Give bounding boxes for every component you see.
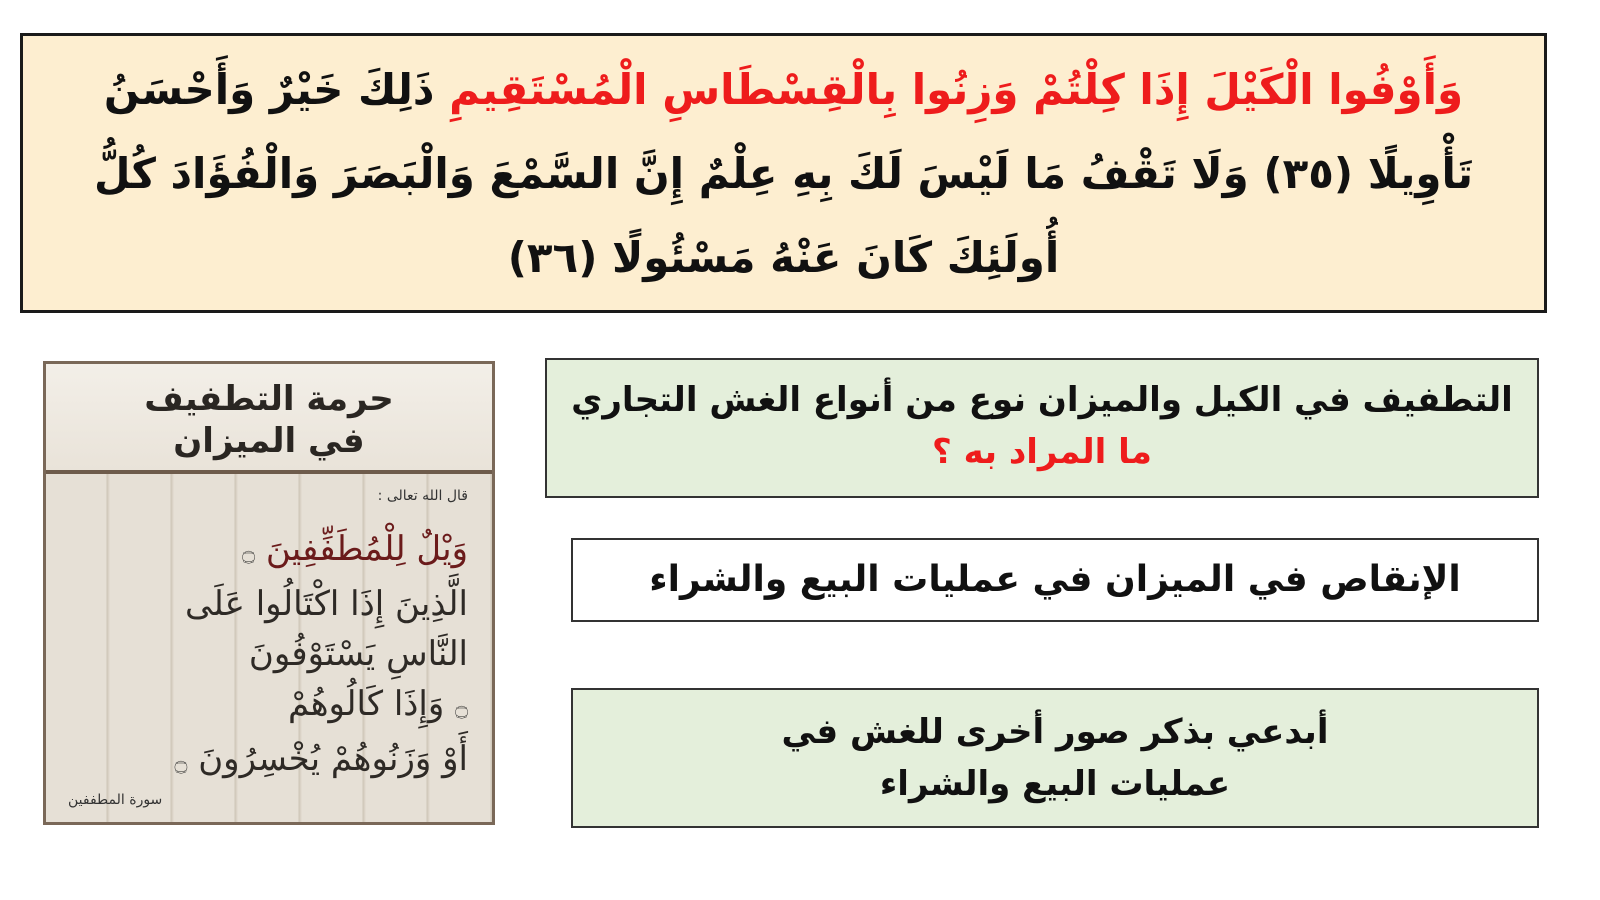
verse-text: ذَلِكَ خَيْرٌ وَأَحْسَنُ تَأْوِيلًا (٣٥) وَلَا تَقْفُ مَا لَيْسَ لَكَ بِهِ عِلْمٌ إِنَّ السَّمْعَ وَالْبَصَرَ وَالْفُؤَادَ كُلُّ أُولَئِكَ كَانَ عَنْهُ مَسْئُولًا (٣٦) xyxy=(93,65,1474,282)
poster-image xyxy=(43,361,495,825)
poster-verse-line3: النَّاسِ يَسْتَوْفُونَ xyxy=(248,634,468,674)
question-card xyxy=(545,358,1539,498)
poster-footer: سورة المطففين xyxy=(68,792,163,808)
task-text-line2: عمليات البيع والشراء xyxy=(879,764,1231,804)
poster-header xyxy=(46,364,492,474)
question-prompt: ما المراد به ؟ xyxy=(932,432,1152,472)
answer-card xyxy=(571,538,1539,622)
poster-title-line1: حرمة التطفيف xyxy=(144,379,394,419)
answer-text: الإنقاص في الميزان في عمليات البيع والشراء xyxy=(649,559,1461,600)
poster-verse-line5: أَوْ وَزَنُوهُمْ يُخْسِرُونَ xyxy=(198,739,468,779)
ayah-end-icon: ۝ xyxy=(455,696,468,721)
quran-verse-box xyxy=(20,33,1547,313)
poster-title-line2: في الميزان xyxy=(173,421,365,461)
poster-verse-line4: وَإِذَا كَالُوهُمْ xyxy=(288,684,445,724)
poster-intro: قال الله تعالى : xyxy=(377,488,468,504)
question-text: التطفيف في الكيل والميزان نوع من أنواع الغش التجاري xyxy=(571,380,1513,420)
verse-highlight: وَأَوْفُوا الْكَيْلَ إِذَا كِلْتُمْ وَزِنُوا بِالْقِسْطَاسِ الْمُسْتَقِيمِ xyxy=(449,65,1464,114)
poster-verse-line2: الَّذِينَ إِذَا اكْتَالُوا عَلَى xyxy=(185,584,468,624)
poster-verse-line1: وَيْلٌ لِلْمُطَفِّفِينَ xyxy=(265,529,468,569)
ayah-end-icon: ۝ xyxy=(174,751,188,776)
ayah-end-icon: ۝ xyxy=(242,541,256,566)
poster-verse xyxy=(60,524,468,789)
task-text-line1: أبدعي بذكر صور أخرى للغش في xyxy=(781,712,1329,752)
task-card xyxy=(571,688,1539,828)
